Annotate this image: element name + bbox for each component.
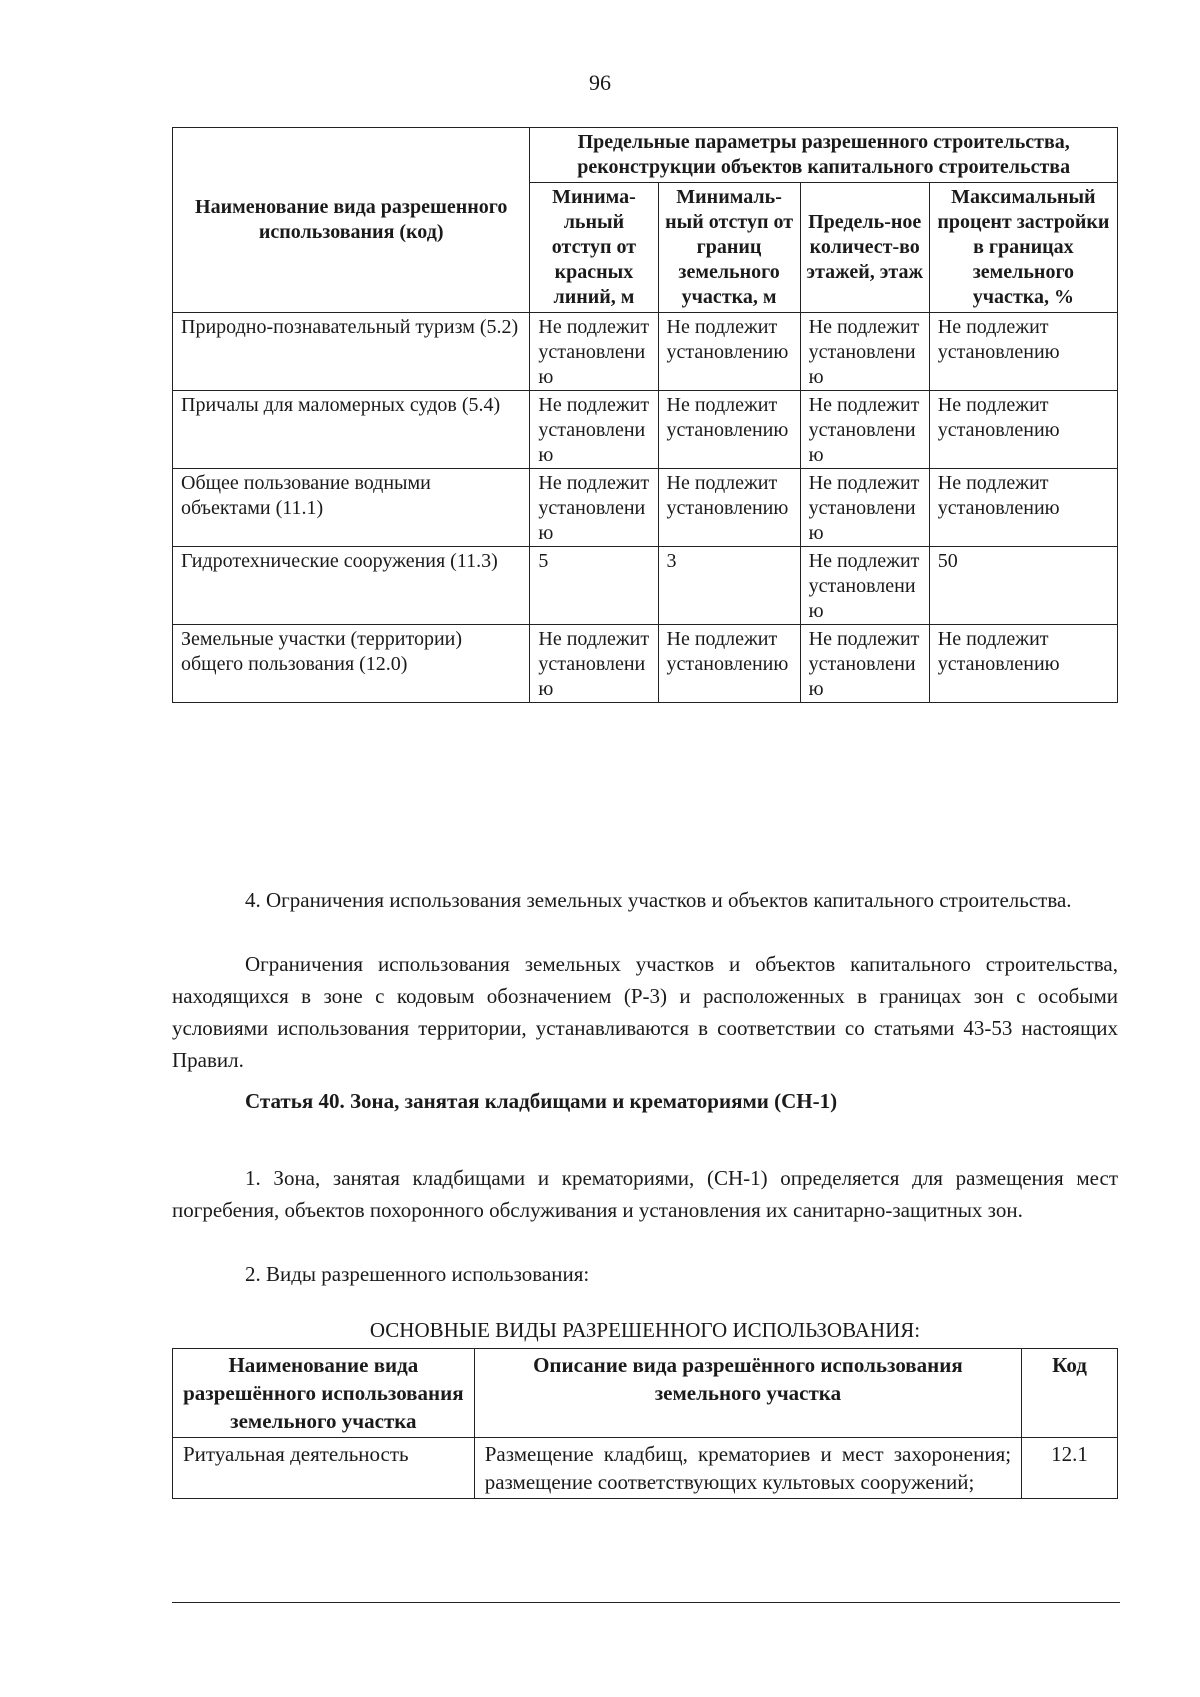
building-parameters-table: [172, 127, 1118, 703]
paragraph-restrictions-body: Ограничения использования земельных участков и объектов капитального строительства, находящихся в зоне с кодовым обозначением (Р-3) и расположенных в границах зон с особыми условиями использования территории, устанавливаются в соответствии со статьями 43-53 настоящих Правил.: [172, 952, 1118, 1072]
page-bottom-divider: [172, 1602, 1120, 1603]
build-percent: Не подлежит установлению: [929, 469, 1117, 547]
paragraph-zone-definition: 1. Зона, занятая кладбищами и крематориями, (СН-1) определяется для размещения мест погребения, объектов похоронного обслуживания и установления их санитарно-защитных зон.: [172, 1166, 1118, 1222]
paragraph-permitted-uses: 2. Виды разрешенного использования:: [245, 1262, 590, 1286]
table-row: [173, 391, 1118, 469]
table-header-row: [173, 128, 1118, 183]
floors: Не подлежит установлению: [800, 313, 929, 391]
header-code: Код: [1022, 1349, 1118, 1438]
table-row: [173, 469, 1118, 547]
use-name: Причалы для маломерных судов (5.4): [173, 391, 530, 469]
table-row: [173, 547, 1118, 625]
header-red-line-setback: Минима-льный отступ от красных линий, м: [530, 183, 658, 313]
red-line-setback: 5: [530, 547, 658, 625]
boundary-setback: Не подлежит установлению: [658, 313, 800, 391]
red-line-setback: Не подлежит установлению: [530, 391, 658, 469]
floors: Не подлежит установлению: [800, 547, 929, 625]
table-header-row: [173, 1349, 1118, 1438]
header-boundary-setback: Минималь-ный отступ от границ земельного участка, м: [658, 183, 800, 313]
use-name: Гидротехнические сооружения (11.3): [173, 547, 530, 625]
header-name: Наименование вида разрешенного использования (код): [173, 128, 530, 313]
floors: Не подлежит установлению: [800, 391, 929, 469]
article-title: Статья 40. Зона, занятая кладбищами и крематориями (СН-1): [245, 1089, 838, 1113]
header-build-percent: Максимальный процент застройки в границах земельного участка, %: [929, 183, 1117, 313]
build-percent: Не подлежит установлению: [929, 313, 1117, 391]
header-floors: Предель-ное количест-во этажей, этаж: [800, 183, 929, 313]
use-description: [474, 1438, 1021, 1499]
use-name: Ритуальная деятельность: [173, 1438, 475, 1499]
floors: Не подлежит установлению: [800, 469, 929, 547]
table-row: [173, 625, 1118, 703]
build-percent: 50: [929, 547, 1117, 625]
description-line: Размещение кладбищ, крематориев и мест захоронения;: [484, 1442, 1012, 1466]
use-name: Природно-познавательный туризм (5.2): [173, 313, 530, 391]
header-use-name: Наименование вида разрешённого использования земельного участка: [173, 1349, 475, 1438]
red-line-setback: Не подлежит установлению: [530, 625, 658, 703]
boundary-setback: Не подлежит установлению: [658, 469, 800, 547]
header-group: Предельные параметры разрешенного строительства, реконструкции объектов капитального строительства: [530, 128, 1118, 183]
main-uses-table: [172, 1348, 1118, 1499]
use-code: 12.1: [1022, 1438, 1118, 1499]
red-line-setback: Не подлежит установлению: [530, 469, 658, 547]
build-percent: Не подлежит установлению: [929, 391, 1117, 469]
table-row: [173, 1438, 1118, 1499]
boundary-setback: Не подлежит установлению: [658, 391, 800, 469]
boundary-setback: 3: [658, 547, 800, 625]
boundary-setback: Не подлежит установлению: [658, 625, 800, 703]
use-name: Общее пользование водными объектами (11.1): [173, 469, 530, 547]
header-use-description: Описание вида разрешённого использования земельного участка: [474, 1349, 1021, 1438]
floors: Не подлежит установлению: [800, 625, 929, 703]
page-number: 96: [589, 70, 611, 95]
paragraph-restrictions-heading: 4. Ограничения использования земельных участков и объектов капитального строительства.: [245, 888, 1072, 912]
build-percent: Не подлежит установлению: [929, 625, 1117, 703]
table-caption: ОСНОВНЫЕ ВИДЫ РАЗРЕШЕННОГО ИСПОЛЬЗОВАНИЯ:: [369, 1318, 921, 1342]
use-name: Земельные участки (территории) общего пользования (12.0): [173, 625, 530, 703]
description-line: размещение соответствующих культовых сооружений;: [484, 1470, 975, 1494]
table-row: [173, 313, 1118, 391]
red-line-setback: Не подлежит установлению: [530, 313, 658, 391]
